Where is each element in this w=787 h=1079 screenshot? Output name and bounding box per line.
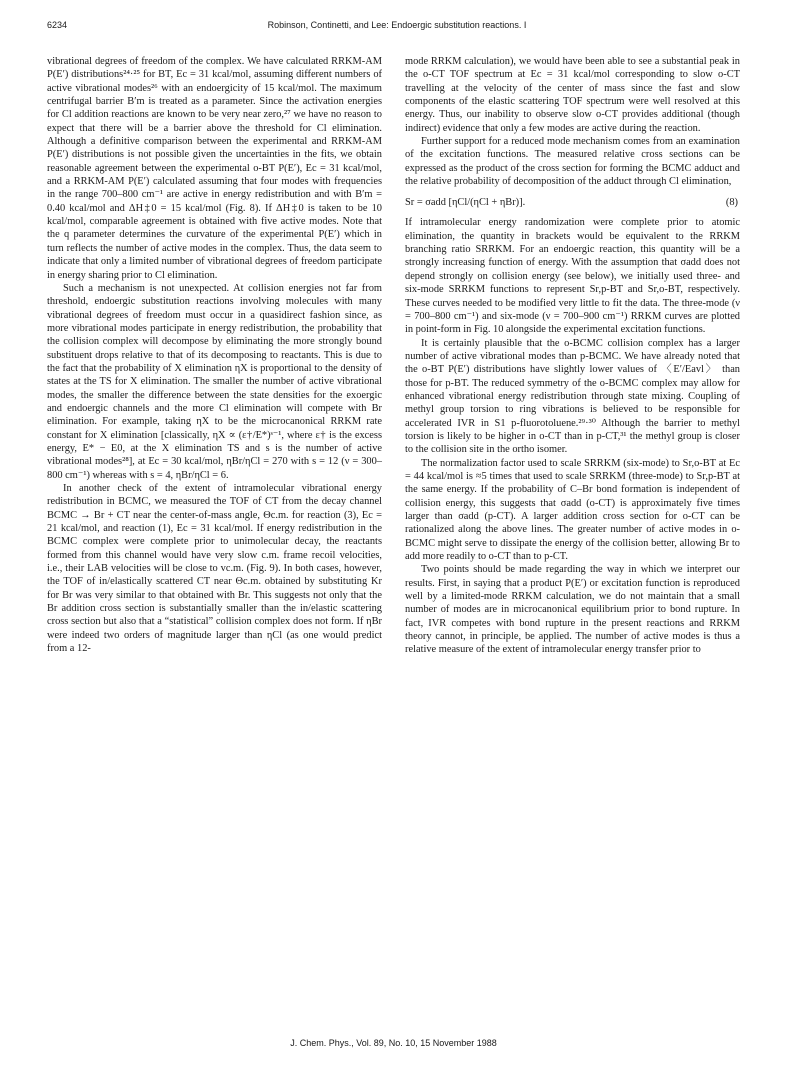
paragraph: Two points should be made regarding the way in which we interpret our results. First, in saying that a product P(E′) or excitation function is reproduced well by a limited-mode RRKM calculation, we do not maintain that a small number of modes are in microcanonical equilibrium prior to bond rupture. In fact, IVR competes with bond rupture in the present reactions and RRKM theory cannot, in principle, be applied. The number of active modes is thus a relative measure of the extent of intramolecular energy transfer prior to xyxy=(405,564,740,656)
paragraph: If intramolecular energy randomization were complete prior to atomic elimination, the quantity in brackets would be equivalent to the RRKM branching ratio SRRKM. For an endoergic reaction, this quantity will be a strongly increasing function of energy. With the assumption that σadd does not depend strongly on collision energy (see below), we initially used three- and six-mode SRRKM functions to represent Sr,p-BT and Sr,o-BT, respectively. These curves needed to be modified very little to fit the data. The three-mode (ν = 700–800 cm⁻¹) and six-mode (ν = 700–900 cm⁻¹) RRKM curves are plotted in point-form in Fig. 10 alongside the experimental excitation functions. xyxy=(405,217,740,336)
paragraph: vibrational degrees of freedom of the complex. We have calculated RRKM-AM P(E′) distributions²⁴·²⁵ for BT, Ec = 31 kcal/mol, assuming different numbers of active vibrational modes²⁶ with an endoergicity of 15 kcal/mol. The maximum centrifugal barrier B′m is treated as a parameter. Since the activation energies for Cl addition reactions are known to be very near zero,²⁷ we have no reason to expect that there will be a barrier above the threshold for Cl elimination. Although a definitive comparison between the experimental and RRKM-AM P(E′) distributions is not possible given the uncertainties in the fits, we obtain reasonable agreement between the experimental o-BT P(E′), Ec = 31 kcal/mol, and a RRKM-AM P(E′) calculated assuming that four modes with frequencies in the range 700–800 cm⁻¹ are active in energy redistribution and with B′m = 0.40 kcal/mol and ΔH‡0 = 15 kcal/mol (Fig. 8). If ΔH‡0 is taken to be 10 kcal/mol, comparable agreement is obtained with five active modes. Note that the q parameter determines the curvature of the experimental P(E′) which in turn reflects the number of active modes in the complex. Thus, the data seem to indicate that only a limited number of vibrational degrees of freedom participate in energy sharing prior to Cl elimination. xyxy=(47,56,382,281)
equation-8 xyxy=(405,194,740,210)
page-number: 6234 xyxy=(47,20,68,30)
equation-formula: Sr = σadd [ηCl/(ηCl + ηBr)]. xyxy=(405,196,526,208)
running-title: Robinson, Continetti, and Lee: Endoergic substitution reactions. I xyxy=(267,20,527,30)
paragraph: mode RRKM calculation), we would have been able to see a substantial peak in the o-CT TOF spectrum at Ec = 31 kcal/mol corresponding to slow o-CT travelling at the velocity of the center of mass since the fast and slow components of the elastic scattering TOF spectrum were well resolved at this energy. Thus, our inability to observe slow o-CT provides additional (though indirect) evidence that only a few modes are active during the reaction. xyxy=(405,56,740,134)
equation-number: (8) xyxy=(725,196,738,208)
right-column xyxy=(405,55,740,657)
paragraph: Further support for a reduced mode mechanism comes from an examination of the excitation functions. The measured relative cross sections can be expressed as the product of the cross section for forming the BCMC adduct and the relative probability of decomposition of the adduct through Cl elimination, xyxy=(405,136,740,188)
left-column xyxy=(47,55,382,655)
paragraph: The normalization factor used to scale SRRKM (six-mode) to Sr,o-BT at Ec = 44 kcal/mol is ≈5 times that used to scale SRRKM (three-mode) to Sr,p-BT at the same energy. If the probability of C–Br bond formation is independent of collision energy, this suggests that σadd (o-CT) is approximately five times larger than σadd (p-CT). A larger addition cross section for o-CT can be rationalized along the above lines. The greater number of active modes in o-BCMC might serve to dissipate the energy of the collision better, allowing Br to add more readily to o-CT than to p-CT. xyxy=(405,457,740,563)
paragraph: It is certainly plausible that the o-BCMC collision complex has a larger number of active vibrational modes than p-BCMC. We have already noted that the o-BT P(E′) distributions have slightly lower values of 〈E′/Eavl〉 than those for p-BT. The reduced symmetry of the o-BCMC complex may allow for enhanced vibrational energy redistribution through state mixing. Coupling of methyl group torsion to ring vibrations is believed to be responsible for accelerated IVR in S1 p-fluorotoluene.²⁹·³⁰ Although the barrier to methyl torsion is likely to be higher in o-CT than in p-CT,³¹ the methyl group is closer to the collision site in the ortho isomer. xyxy=(405,337,740,456)
paragraph: In another check of the extent of intramolecular vibrational energy redistribution in BCMC, we measured the TOF of CT from the decay channel BCMC → Br + CT near the center-of-mass angle, Θc.m. for reaction (3), Ec = 21 kcal/mol, and reaction (1), Ec = 31 kcal/mol. If energy redistribution in the BCMC complex were complete prior to unimolecular decay, the reactants formed from this channel would have very slow c.m. frame recoil velocities, i.e., their LAB velocities will be close to vc.m. (Fig. 9). In both cases, however, the TOF of in/elastically scattered CT near Θc.m. obtained by substituting Kr for Br was very similar to that obtained with Br. This suggests not only that the Br addition cross section is substantially smaller than the in/elastic scattering cross section but also that a “statistical” collision complex does not form. If ηBr were indeed two orders of magnitude larger than ηCl (as one would predict from a 12- xyxy=(47,483,382,655)
page-header xyxy=(47,20,747,34)
paragraph: Such a mechanism is not unexpected. At collision energies not far from threshold, endoergic substitution reactions involving molecules with many vibrational degrees of freedom must occur in a quasidirect fashion since, as more vibrational modes participate in energy redistribution, the probability that the collision complex will decompose by eliminating the more strongly bound substituent drops relative to that of its decomposing to reactants. This is due to the fact that the probability of X elimination ηX is proportional to the density of states at the TS for X elimination. The smaller the number of active vibrational modes, the smaller the difference between the state densities for the exoergic and endoergic channels and the more Cl elimination will compete with Br elimination. For example, taking ηX to be the microcanonical RRKM rate constant for X elimination [classically, ηX ∝ (ε†/E*)ˢ⁻¹, where ε† is the excess energy, E* − E0, at the X elimination TS and s is the number of active vibrational modes²⁸], at Ec = 30 kcal/mol, ηBr/ηCl = 270 with s = 12 (ν = 300–800 cm⁻¹) whereas with s = 4, ηBr/ηCl = 6. xyxy=(47,282,382,481)
journal-citation: J. Chem. Phys., Vol. 89, No. 10, 15 November 1988 xyxy=(290,1038,497,1048)
